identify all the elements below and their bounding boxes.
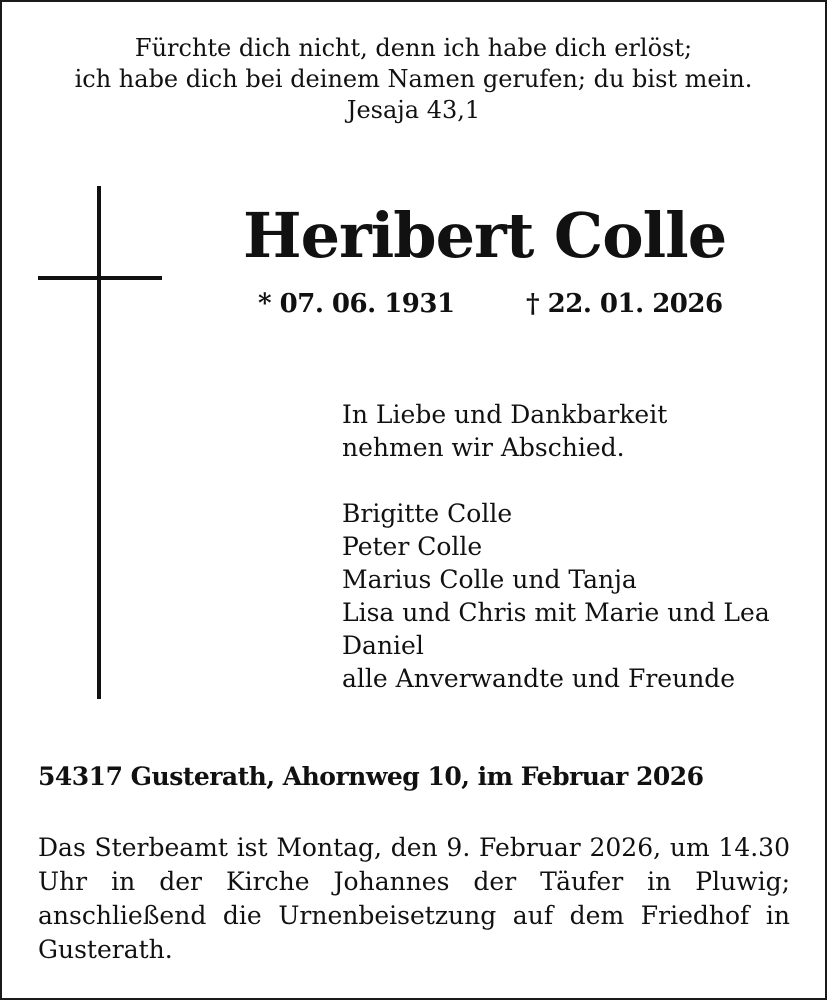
mourner-name: Brigitte Colle: [342, 499, 513, 528]
birth-date: * 07. 06. 1931: [258, 289, 455, 319]
mourners-block: [342, 398, 770, 695]
cross-icon-horizontal: [38, 276, 162, 280]
mourner-name: alle Anverwandte und Freunde: [342, 664, 736, 693]
cross-icon-vertical: [97, 186, 101, 699]
spacer: [342, 464, 770, 497]
mourner-name: Peter Colle: [342, 532, 483, 561]
bible-verse: [0, 33, 827, 126]
funeral-service-text: Das Sterbeamt ist Montag, den 9. Februar 2026, um 14.30 Uhr in der Kirche Johannes der Täufer in Pluwig; anschließend die Urnenbeisetzung auf dem Friedhof in Gusterath.: [38, 833, 790, 964]
mourner-name: Daniel: [342, 631, 424, 660]
deceased-name: Heribert Colle: [243, 199, 727, 272]
verse-line-2: ich habe dich bei deinem Namen gerufen; du bist mein.: [74, 65, 753, 93]
mourner-name: Lisa und Chris mit Marie und Lea: [342, 598, 770, 627]
death-date: † 22. 01. 2026: [526, 289, 723, 319]
verse-line-1: Fürchte dich nicht, denn ich habe dich erlöst;: [134, 34, 693, 62]
farewell-line-1: In Liebe und Dankbarkeit: [342, 400, 668, 429]
farewell-line-2: nehmen wir Abschied.: [342, 433, 625, 462]
verse-reference: Jesaja 43,1: [346, 96, 481, 124]
family-address: 54317 Gusterath, Ahornweg 10, im Februar 2026: [38, 762, 704, 791]
mourner-name: Marius Colle und Tanja: [342, 565, 637, 594]
